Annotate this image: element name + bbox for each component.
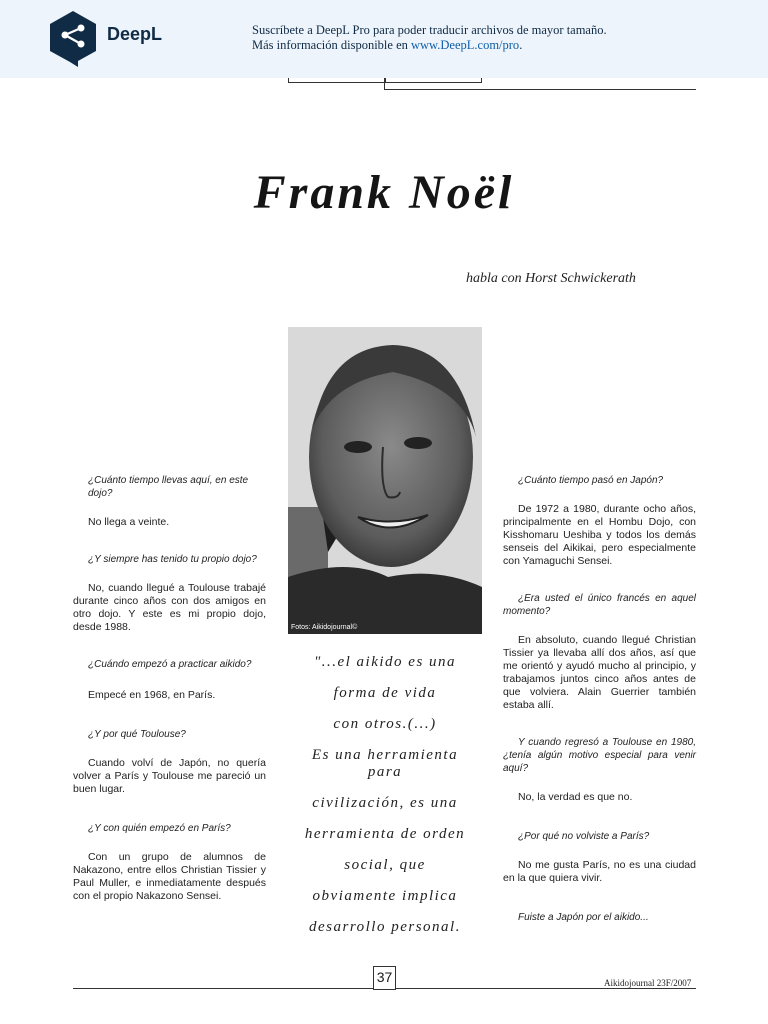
quote-line: civilización, es una xyxy=(312,795,458,811)
pull-quote xyxy=(288,654,482,936)
question: ¿Y con quién empezó en París? xyxy=(88,823,231,834)
deepl-pro-link[interactable]: www.DeepL.com/pro xyxy=(411,38,520,52)
answer: No me gusta París, no es una ciudad en la que quiera vivir. xyxy=(503,859,696,884)
question: ¿Cuánto tiempo pasó en Japón? xyxy=(518,475,664,486)
answer: En absoluto, cuando llegué Christian Tissier ya llevaba allí dos años, así que me orientó y ayudó mucho al principio, y trabajamos juntos cinco años antes de que volviera. Alain Guerrier también estaba allí. xyxy=(503,634,696,711)
question: ¿Por qué no volviste a París? xyxy=(518,831,650,842)
quote-line: "...el aikido es una xyxy=(313,654,457,670)
question: Fuiste a Japón por el aikido... xyxy=(518,912,649,923)
right-column xyxy=(503,474,696,924)
header-box-left xyxy=(288,78,386,83)
question: ¿Y por qué Toulouse? xyxy=(88,729,186,740)
promo-line-2-suffix: . xyxy=(519,38,523,52)
article-byline: habla con Horst Schwickerath xyxy=(466,271,636,286)
promo-line-2 xyxy=(252,38,607,53)
answer: No, la verdad es que no. xyxy=(518,791,633,803)
quote-line: forma de vida xyxy=(333,685,437,701)
question: ¿Cuándo empezó a practicar aikido? xyxy=(88,659,252,670)
quote-line: Es una herramienta xyxy=(311,747,459,763)
promo-line-1: Suscríbete a DeepL Pro para poder traducir archivos de mayor tamaño. xyxy=(252,23,607,37)
deepl-banner xyxy=(0,0,768,78)
page-number: 37 xyxy=(373,966,396,990)
answer: De 1972 a 1980, durante ocho años, principalmente en el Hombu Dojo, con Kisshomaru Ueshiba y todos los demás senseis del Aikikai, pero especialmente con Yamaguchi Sensei. xyxy=(503,503,696,567)
article-title: Frank Noël xyxy=(253,166,515,219)
header-rule xyxy=(384,89,696,90)
answer: Cuando volví de Japón, no quería volver a París y Toulouse me pareció un buen lugar. xyxy=(73,757,266,795)
promo-line-2-prefix: Más información disponible en xyxy=(252,38,411,52)
answer: Empecé en 1968, en París. xyxy=(88,689,216,701)
header-divider xyxy=(384,78,385,89)
promo-text xyxy=(252,23,607,53)
answer: No llega a veinte. xyxy=(88,516,170,528)
quote-line: para xyxy=(367,764,403,780)
question: Y cuando regresó a Toulouse en 1980, ¿tenía algún motivo especial para venir aquí? xyxy=(503,737,696,774)
question: ¿Era usted el único francés en aquel momento? xyxy=(503,593,696,617)
answer: Con un grupo de alumnos de Nakazono, entre ellos Christian Tissier y Paul Muller, e inmediatamente después con el propio Nakazono Sensei. xyxy=(73,851,266,902)
quote-line: social, que xyxy=(344,857,426,873)
header-box-right xyxy=(384,78,482,83)
quote-line: desarrollo personal. xyxy=(309,919,461,935)
answer: No, cuando llegué a Toulouse trabajé durante cinco años con dos amigos en otro dojo. Y este es mi propio dojo, desde 1988. xyxy=(73,582,266,633)
deepl-logo-icon[interactable] xyxy=(48,10,98,68)
quote-line: con otros.(...) xyxy=(333,716,437,732)
deepl-brand-name: DeepL xyxy=(107,24,163,44)
photo-credit: Fotos: Aikidojournal© xyxy=(291,624,358,631)
left-column xyxy=(73,474,266,903)
quote-line: herramienta de orden xyxy=(304,826,466,842)
footer-source: Aikidojournal 23F/2007 xyxy=(604,978,692,988)
portrait-photo xyxy=(288,327,482,634)
question: ¿Y siempre has tenido tu propio dojo? xyxy=(88,554,257,565)
question: ¿Cuánto tiempo llevas aquí, en este dojo? xyxy=(88,475,249,499)
quote-line: obviamente implica xyxy=(312,888,458,904)
